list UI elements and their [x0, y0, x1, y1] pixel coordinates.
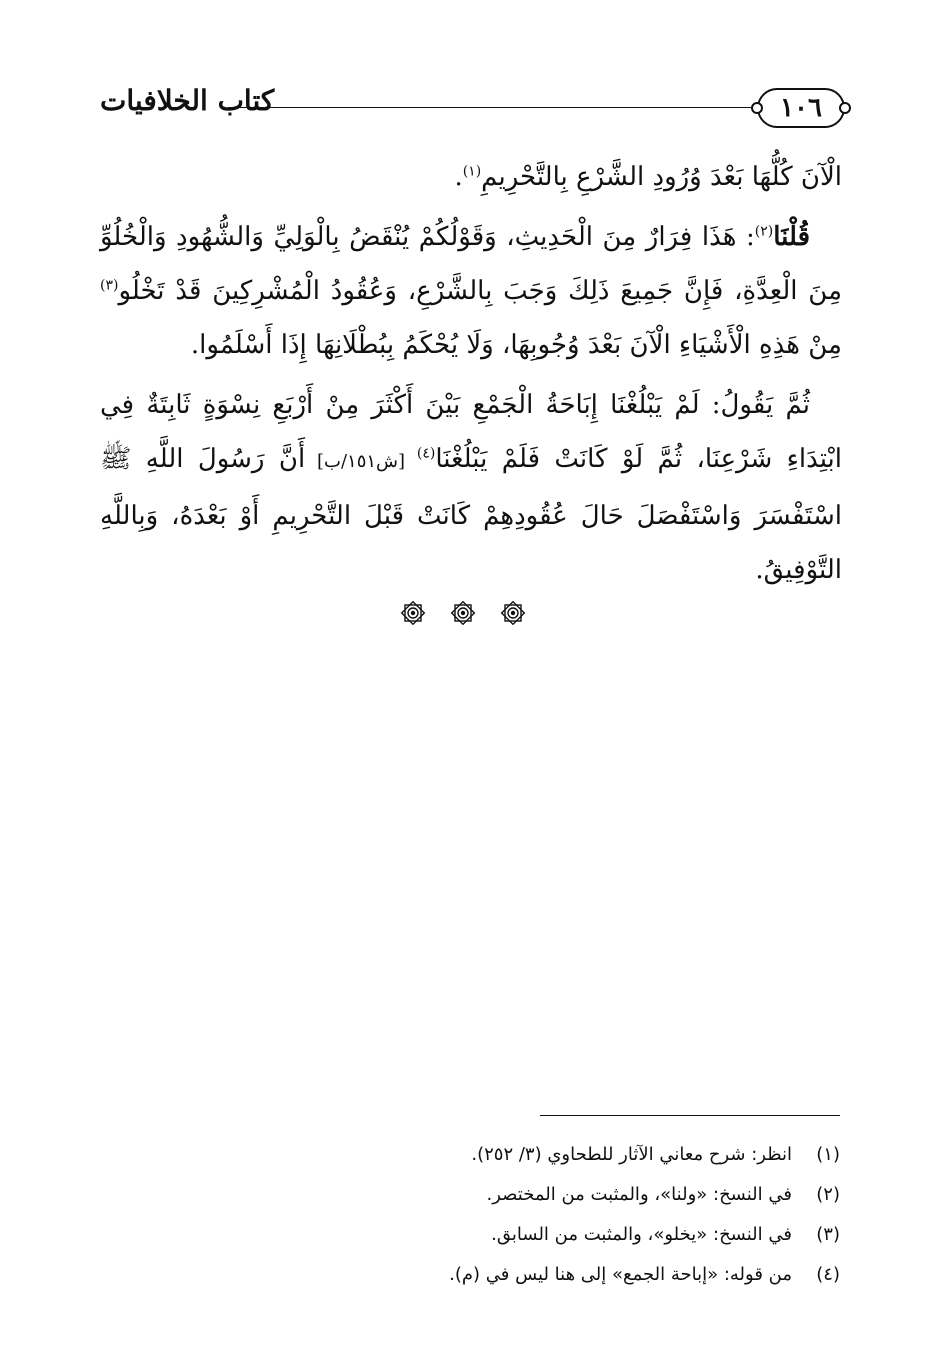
page-number: ١٠٦: [780, 93, 822, 123]
page-header: [100, 84, 845, 134]
paragraph-1-end: .: [454, 162, 463, 192]
footnote-item: [300, 1215, 840, 1255]
floral-star-icon: [398, 598, 428, 628]
main-text: [100, 150, 842, 603]
footnote-text: انظر: شرح معاني الآثار للطحاوي (٣/ ٢٥٢).: [471, 1144, 792, 1165]
paragraph-2: [100, 210, 842, 372]
footnote-text: في النسخ: «ولنا»، والمثبت من المختصر.: [486, 1184, 792, 1205]
footnote-ref-1: (١): [462, 163, 482, 180]
header-rule: [228, 107, 753, 108]
section-ornament: [398, 598, 528, 628]
footnote-number: (٤): [816, 1264, 840, 1285]
paragraph-3: [100, 378, 842, 597]
paragraph-3-text-1: ثُمَّ يَقُولُ: لَمْ يَبْلُغْنَا إِبَاحَةُ الْجَمْعِ بَيْنَ أَكْثَرَ مِنْ أَرْبَعِ نِسْوَةٍ ثَابِتَةٌ فِي ابْتِدَاءِ شَرْعِنَا، ثُمَّ لَوْ كَانَتْ فَلَمْ يَبْلُغْنَا: [100, 390, 843, 474]
paragraph-1-text: الْآنَ كُلُّهَا بَعْدَ وُرُودِ الشَّرْعِ بِالتَّحْرِيمِ: [481, 162, 842, 192]
footnote-item: [300, 1255, 840, 1295]
footnote-item: [300, 1135, 840, 1175]
manuscript-folio-marker: [ش١٥١/ب]: [305, 451, 417, 472]
paragraph-2-text-2: مِنْ هَذِهِ الْأَشْيَاءِ الْآنَ بَعْدَ وُجُوبِهَا، وَلَا يُحْكَمُ بِبُطْلَانِهَا إِذَا أَسْلَمُوا.: [190, 330, 842, 360]
floral-star-icon: [448, 598, 478, 628]
page-number-badge: [757, 88, 845, 128]
footnote-text: من قوله: «إباحة الجمع» إلى هنا ليس في (م).: [449, 1264, 792, 1285]
footnote-ref-2: (٢): [754, 223, 774, 240]
footnote-number: (٣): [816, 1224, 840, 1245]
footnote-ref-4: (٤): [416, 445, 436, 462]
footnote-separator: [540, 1115, 840, 1116]
footnote-number: (١): [816, 1144, 840, 1165]
paragraph-2-lead: قُلْنَا: [773, 222, 810, 252]
footnotes: [300, 1135, 840, 1295]
paragraph-2-text-1: : هَذَا فِرَارٌ مِنَ الْحَدِيثِ، وَقَوْلُكُمْ يُنْقَضُ بِالْوَلِيِّ وَالشُّهُودِ وَالْخُلُوِّ مِنَ الْعِدَّةِ، فَإِنَّ جَمِيعَ ذَلِكَ وَجَبَ بِالشَّرْعِ، وَعُقُودُ الْمُشْرِكِينَ قَدْ تَخْلُو: [100, 222, 842, 306]
book-title: كتاب الخلافيات: [100, 84, 275, 117]
footnote-ref-3: (٣): [100, 277, 119, 294]
footnote-text: في النسخ: «يخلو»، والمثبت من السابق.: [491, 1224, 792, 1245]
paragraph-3-text-2: أَنَّ رَسُولَ اللَّهِ ﷺ اسْتَفْسَرَ وَاسْتَفْصَلَ حَالَ عُقُودِهِمْ كَانَتْ قَبْلَ التَّحْرِيمِ أَوْ بَعْدَهُ، وَبِاللَّهِ التَّوْفِيقُ.: [100, 444, 842, 585]
footnote-item: [300, 1175, 840, 1215]
paragraph-1: [100, 150, 842, 204]
floral-star-icon: [498, 598, 528, 628]
footnote-number: (٢): [816, 1184, 840, 1205]
